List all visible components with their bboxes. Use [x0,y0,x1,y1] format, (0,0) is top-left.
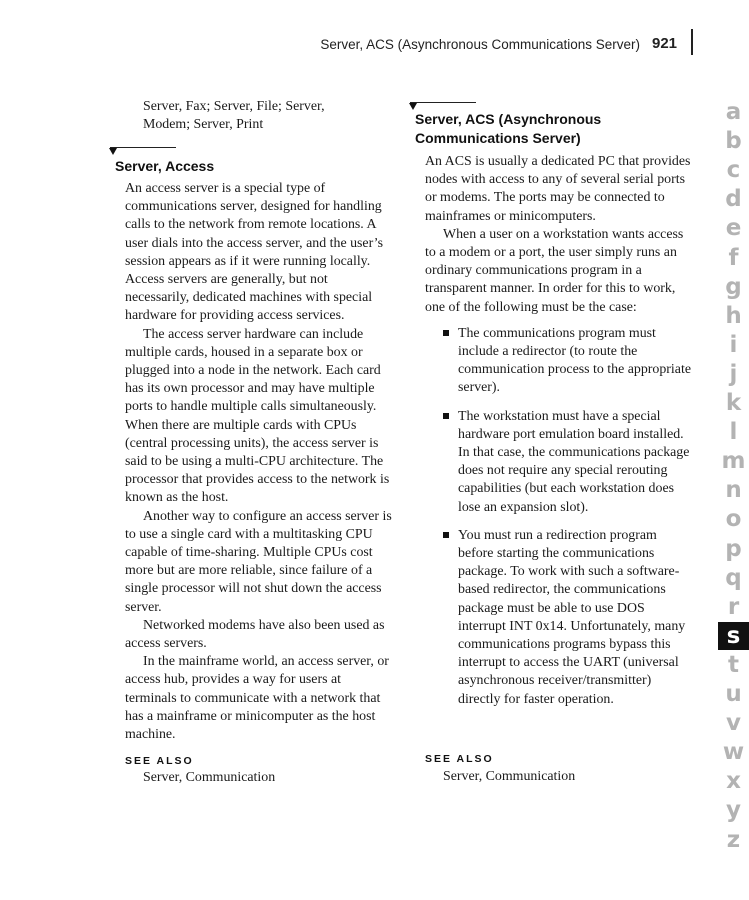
paragraph: When a user on a workstation wants access to a modem or a port, the user simply runs an ordinary communications program in a transparent manner. In order for this to work, one of the following must be the case: [425,226,684,315]
paragraph: Another way to configure an access server is to use a single card with a multitasking CPU capable of time-sharing. Multiple CPUs cost more but are more reliable, since failure of a single processor will not shut down the access server. [125,508,392,615]
list-item-text: The workstation must have a special hardware port emulation board installed. In that case, the communications package does not require any special rerouting capabilities (but each workstation does lose an expansion slot). [458,408,690,515]
continued-line: Server, Fax; Server, File; Server, [143,99,325,114]
thumb-index-letter-x[interactable]: x [726,768,741,795]
thumb-index-letter-l[interactable]: l [729,419,738,446]
thumb-index-letter-t[interactable]: t [728,651,739,678]
thumb-index-letter-n[interactable]: n [725,477,742,504]
list-item [425,408,693,517]
thumb-index-letter-h[interactable]: h [725,302,742,329]
see-also-label: SEE ALSO [425,753,494,765]
entry-marker-triangle [109,148,117,155]
thumb-index-letter-g[interactable]: g [725,273,742,300]
page-number: 921 [652,35,678,52]
entry-marker-rule [410,102,476,103]
thumb-index-letter-r[interactable]: r [727,593,740,620]
continued-line: Modem; Server, Print [143,117,264,133]
entry-heading-server-acs: Server, ACS (Asynchronous Communications Server) [415,111,602,146]
thumb-index-letter-w[interactable]: w [722,739,745,766]
entry-body-server-acs [425,153,693,719]
paragraph: The access server hardware can include multiple cards, housed in a separate box or plugged into a node in the network. Each card has its own processor and may have multiple ports to handle multiple calls simultaneously. When there are multiple cards with CPUs (central processing units), the access server is said to be using a multi-CPU architecture. The processor that provides access to the network is known as the host. [125,326,390,506]
list-item [425,325,693,398]
thumb-index-letter-j[interactable]: j [729,360,738,387]
thumb-index-letter-b[interactable]: b [725,128,742,155]
entry-heading-server-access: Server, Access [115,158,215,174]
header-rule [691,29,693,55]
thumb-index-letter-d[interactable]: d [725,186,742,213]
thumb-index-letter-y[interactable]: y [726,797,741,824]
thumb-index-letter-o[interactable]: o [725,506,742,533]
thumb-index-letter-m[interactable]: m [721,448,746,475]
thumb-index-letter-f[interactable]: f [728,244,739,271]
thumb-index-letter-p[interactable]: p [725,535,742,562]
thumb-index-letter-q[interactable]: q [725,564,742,591]
paragraph: An ACS is usually a dedicated PC that provides nodes with access to any of several serial ports or modems. The ports may be connected to mainframes or minicomputers. [425,154,691,224]
see-also-link[interactable]: Server, Communication [143,770,276,785]
paragraph: An access server is a special type of communications server, designed for handling calls to the network from remote locations. A user dials into the access server, and the user’s session appears as if it were running locally. Access servers are generally, but not necessarily, dedicated machines with special hardware for providing access services. [125,181,384,324]
continued-entries [143,98,393,134]
paragraph: Networked modems have also been used as access servers. [125,617,385,652]
bullet-square-icon [443,330,449,336]
bullet-square-icon [443,532,449,538]
entry-marker-triangle [409,103,417,110]
entry-body-server-access [125,180,392,744]
thumb-index-letter-z[interactable]: z [726,826,741,853]
list-item-text: You must run a redirection program before starting the communications package. To work with such a software-based redirector, the communications package must be able to use DOS interrupt INT 0x14. Unfortunately, many communications programs bypass this interrupt to access the UART (universal asynchronous receiver/transmitter) directly for faster operation. [458,527,686,707]
see-also-label: SEE ALSO [125,755,194,767]
thumb-index-letter-v[interactable]: v [726,710,741,737]
thumb-index-letter-e[interactable]: e [725,215,742,242]
entry-marker-rule [110,147,176,148]
bullet-square-icon [443,413,449,419]
list-item [425,527,693,709]
thumb-index-letter-s[interactable]: s [718,622,749,650]
running-header-title: Server, ACS (Asynchronous Communications Server) [320,37,640,52]
list-item-text: The communications program must include a redirector (to route the communication process to the appropriate server). [458,325,691,396]
thumb-index-letter-k[interactable]: k [725,390,742,416]
bullet-list [425,325,693,709]
thumb-index-letter-c[interactable]: c [726,157,741,184]
thumb-index-letter-i[interactable]: i [729,331,738,358]
thumb-index-letter-u[interactable]: u [725,681,742,707]
see-also-link[interactable]: Server, Communication [443,769,576,784]
paragraph: In the mainframe world, an access server, or access hub, provides a way for users at terminals to communicate with a network that has a mainframe or minicomputer as the host machine. [125,654,389,743]
thumb-index-letter-a[interactable]: a [725,99,742,125]
